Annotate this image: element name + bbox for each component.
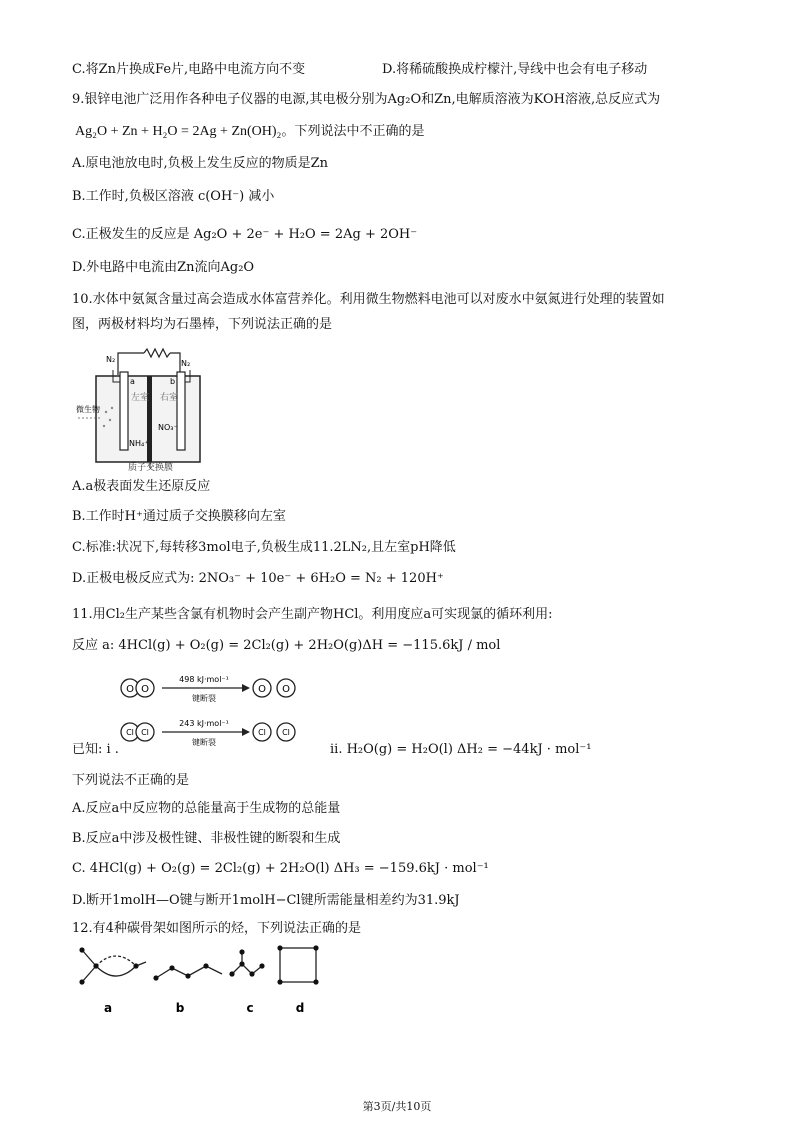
q8-option-c: C.将Zn片换成Fe片,电路中电流方向不变: [72, 62, 306, 77]
q11-question: 下列说法不正确的是: [72, 773, 190, 788]
skeleton-c: [229, 949, 264, 976]
q11-option-b: B.反应a中涉及极性键、非极性键的断裂和生成: [72, 831, 341, 846]
right-room-label: 右室: [160, 393, 179, 403]
carbon-skeleton-figures: [72, 940, 342, 1020]
q10-stem-line2: 图，两极材料均为石墨棒，下列说法正确的是: [72, 317, 333, 332]
o-bond-energy: 498 kJ·mol⁻¹: [179, 675, 229, 684]
electrode-a-label: a: [130, 377, 135, 386]
q11-known-ii: ii. H₂O(g) = H₂O(l) ΔH₂ = −44kJ · mol⁻¹: [330, 742, 592, 757]
fuel-cell-diagram: [76, 342, 216, 470]
skeleton-b-label: b: [175, 1001, 185, 1015]
q9-option-d: D.外电路中电流由Zn流向Ag₂O: [72, 260, 255, 275]
q12-stem: 12.有4种碳骨架如图所示的烃，下列说法正确的是: [72, 921, 361, 936]
q10-option-d: D.正极电极反应式为: 2NO₃⁻ + 10e⁻ + 6H₂O = N₂ + 120H⁺: [72, 571, 444, 586]
cl-atom-2: Cl: [141, 728, 149, 737]
q9-equation: Ag₂O + Zn + H₂O = 2Ag + Zn(OH)₂: [75, 124, 282, 139]
skeleton-d: [277, 945, 318, 984]
ion-nh4-label: NH₄⁺: [129, 439, 149, 448]
q9-option-c: C.正极发生的反应是 Ag₂O + 2e⁻ + H₂O = 2Ag + 2OH⁻: [72, 227, 418, 242]
q11-option-a: A.反应a中反应物的总能量高于生成物的总能量: [72, 801, 341, 816]
q9-equation-line: [75, 123, 424, 141]
o-atom-1: O: [126, 684, 134, 695]
skeleton-b: [153, 963, 222, 980]
o-bond-break: 键断裂: [192, 694, 216, 703]
electrode-b-label: b: [170, 377, 176, 386]
skeleton-c-label: c: [246, 1001, 254, 1015]
q11-option-c: C. 4HCl(g) + O₂(g) = 2Cl₂(g) + 2H₂O(l) ΔH₃ = −159.6kJ · mol⁻¹: [72, 861, 489, 876]
q11-reaction-a: 反应 a: 4HCl(g) + O₂(g) = 2Cl₂(g) + 2H₂O(g)ΔH = −115.6kJ / mol: [72, 638, 501, 653]
left-room-label: 左室: [131, 393, 150, 403]
q11-known-prefix: 已知: i .: [72, 742, 119, 757]
microbe-label: 微生物: [76, 405, 100, 414]
n2-left-label: N₂: [106, 355, 116, 364]
q11-stem: 11.用Cl₂生产某些含氯有机物时会产生副产物HCl。利用度应a可实现氯的循环利用:: [72, 607, 553, 622]
q9-question: 。下列说法中不正确的是: [281, 124, 425, 139]
q10-stem-line1: 10.水体中氨氮含量过高会造成水体富营养化。利用微生物燃料电池可以对废水中氨氮进行处理的装置如: [72, 292, 665, 307]
n2-right-label: N₂: [181, 359, 191, 368]
cl-bond-break: 键断裂: [192, 738, 216, 747]
q10-option-c: C.标准:状况下,每转移3mol电子,负极生成11.2LN₂,且左室pH降低: [72, 540, 456, 555]
bond-energy-diagram: [116, 670, 316, 750]
q10-option-a: A.a极表面发生还原反应: [72, 479, 211, 494]
q9-option-a: A.原电池放电时,负极上发生反应的物质是Zn: [72, 156, 329, 171]
cl-bond-energy: 243 kJ·mol⁻¹: [179, 719, 229, 728]
q10-option-b: B.工作时H⁺通过质子交换膜移向左室: [72, 509, 286, 524]
skeleton-a-label: a: [103, 1001, 113, 1015]
o-atom-3: O: [258, 684, 266, 695]
q8-option-d: D.将稀硫酸换成柠檬汁,导线中也会有电子移动: [382, 62, 648, 77]
ion-no3-label: NO₃⁻: [158, 423, 178, 432]
q11-option-d: D.断开1molH—O键与断开1molH−Cl键所需能量相差约为31.9kJ: [72, 893, 460, 908]
cl-atom-4: Cl: [282, 728, 290, 737]
cl-atom-1: Cl: [126, 728, 134, 737]
o-atom-2: O: [141, 684, 149, 695]
skeleton-a: [79, 947, 146, 984]
membrane-label: 质子交换膜: [128, 463, 174, 473]
o-atom-4: O: [282, 684, 290, 695]
q9-option-b: B.工作时,负极区溶液 c(OH⁻) 减小: [72, 189, 275, 204]
q9-stem: 9.银锌电池广泛用作各种电子仪器的电源,其电极分别为Ag₂O和Zn,电解质溶液为KOH溶液,总反应式为: [72, 92, 661, 107]
skeleton-d-label: d: [295, 1001, 305, 1015]
page-number: 第3页/共10页: [362, 1100, 432, 1113]
cl-atom-3: Cl: [258, 728, 266, 737]
